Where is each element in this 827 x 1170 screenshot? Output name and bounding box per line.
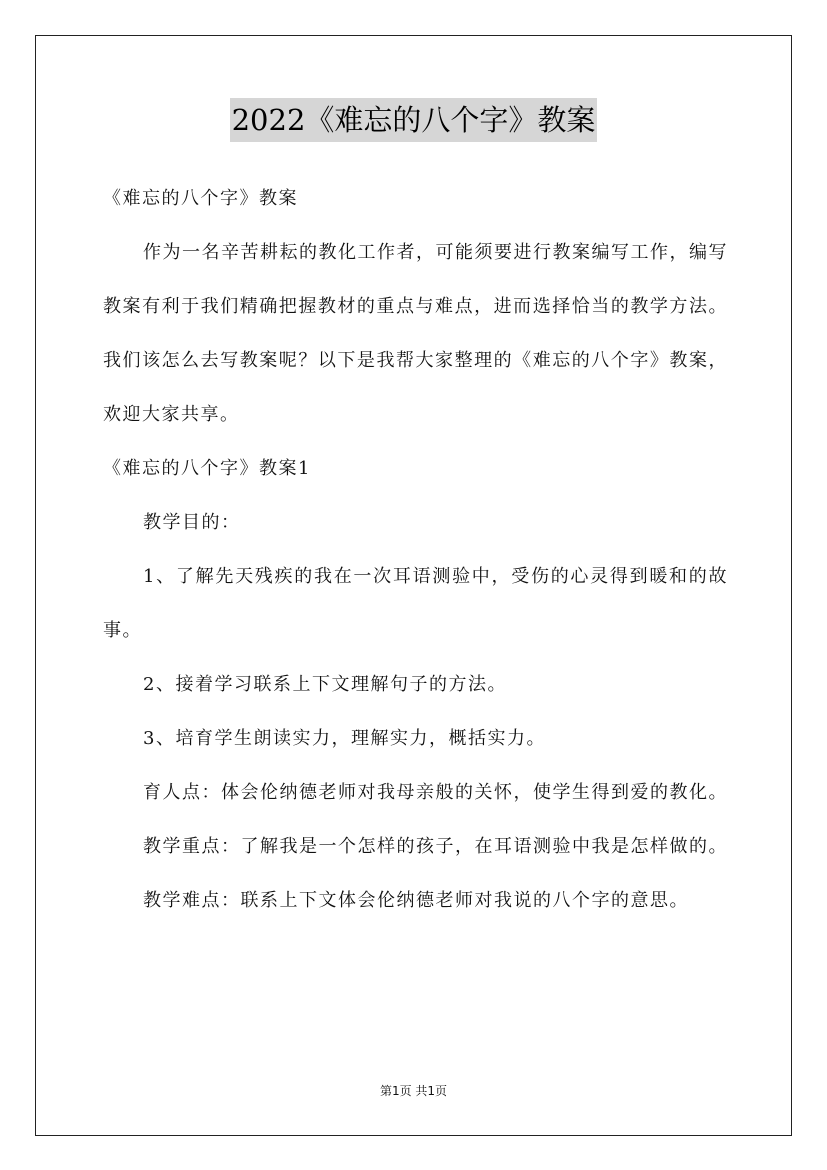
document-title: 2022《难忘的八个字》教案 (230, 98, 598, 142)
paragraph-objective-1: 1、了解先天残疾的我在一次耳语测验中，受伤的心灵得到暖和的故事。 (103, 566, 728, 641)
paragraph-education-point: 育人点：体会伦纳德老师对我母亲般的关怀，使学生得到爱的教化。 (143, 782, 728, 803)
paragraph-difficulty: 教学难点：联系上下文体会伦纳德老师对我说的八个字的意思。 (143, 890, 689, 911)
paragraph-intro: 作为一名辛苦耕耘的教化工作者，可能须要进行教案编写工作，编写教案有利于我们精确把握教材的重点与难点，进而选择恰当的教学方法。我们该怎么去写教案呢？以下是我帮大家整理的《难忘的八个字》教案，欢迎大家共享。 (103, 242, 728, 425)
title-container (0, 98, 827, 142)
paragraph-section-heading: 《难忘的八个字》教案1 (103, 458, 311, 479)
paragraph-objective-2: 2、接着学习联系上下文理解句子的方法。 (143, 674, 507, 695)
paragraph-key-point: 教学重点：了解我是一个怎样的孩子，在耳语测验中我是怎样做的。 (143, 836, 728, 857)
page-footer: 第1页 共1页 (379, 1084, 448, 1098)
paragraph-objective-3: 3、培育学生朗读实力，理解实力，概括实力。 (143, 728, 546, 749)
document-body (103, 172, 728, 928)
paragraph-heading: 《难忘的八个字》教案 (103, 188, 298, 209)
paragraph-objectives-label: 教学目的： (143, 512, 241, 533)
